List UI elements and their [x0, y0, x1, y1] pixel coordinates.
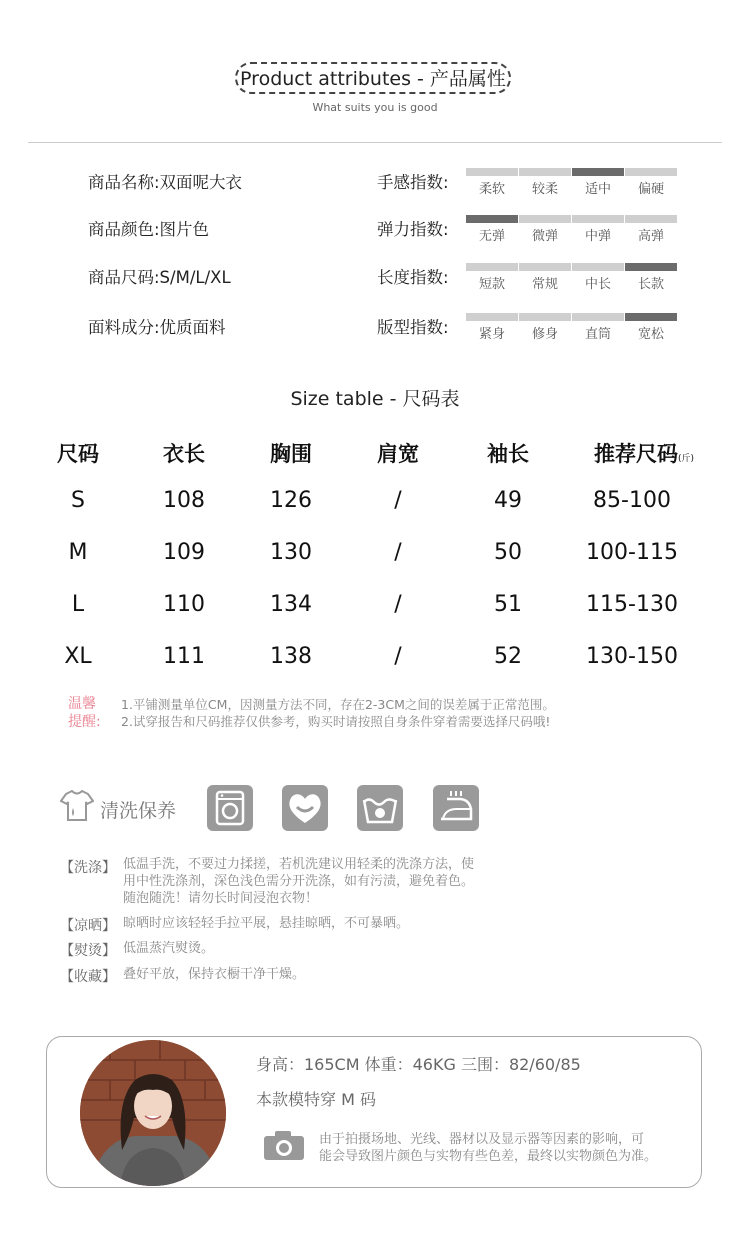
- size-table-cell: 134: [270, 592, 312, 617]
- index-option-label: 高弹: [637, 229, 664, 244]
- index-label-feel: 手感指数:: [377, 173, 449, 192]
- index-option-label: 短款: [478, 277, 505, 292]
- size-table-cell: 110: [163, 592, 205, 617]
- care-tag-wash: 【洗涤】: [60, 860, 116, 876]
- index-segment: [625, 263, 677, 271]
- size-table-cell: 126: [270, 488, 312, 513]
- index-label-fit: 版型指数:: [377, 318, 449, 337]
- size-table-header-text: 推荐尺码: [593, 442, 678, 466]
- tshirt-icon: [60, 790, 94, 826]
- wash-basin-icon: [357, 785, 403, 831]
- size-table-header: [134, 438, 234, 468]
- size-table-cell: 50: [494, 540, 522, 565]
- size-table-header-text: 袖长: [487, 442, 529, 466]
- reminder-tag-2: 提醒:: [68, 714, 101, 730]
- care-text-dry: 晾晒时应该轻轻手拉平展，悬挂晾晒，不可暴晒。: [123, 916, 410, 931]
- size-table-header: [458, 438, 558, 468]
- index-segment: [625, 168, 677, 176]
- care-tag-iron: 【熨烫】: [60, 943, 116, 959]
- header-subtitle: What suits you is good: [312, 101, 438, 114]
- index-option-label: 长款: [637, 277, 664, 292]
- hand-wash-icon: [282, 785, 328, 831]
- index-segment: [519, 313, 571, 321]
- header-title: Product attributes - 产品属性: [240, 68, 506, 90]
- index-segment: [572, 263, 624, 271]
- index-segment: [466, 168, 518, 176]
- size-table-header-text: 衣长: [163, 442, 205, 466]
- header-title-pill: [235, 62, 511, 94]
- size-table-cell: 100-115: [586, 540, 678, 565]
- index-option-label: 无弹: [478, 229, 505, 244]
- size-table-header-text: 尺码: [57, 442, 99, 466]
- size-table-header: [241, 438, 341, 468]
- header-divider: [28, 142, 722, 143]
- index-option-label: 微弹: [531, 229, 558, 244]
- model-stats: 身高：165CM 体重：46KG 三围：82/60/85: [256, 1055, 581, 1074]
- washing-machine-icon: [207, 785, 253, 831]
- size-table-cell: 130: [270, 540, 312, 565]
- care-text-wash-1: 低温手洗，不要过力揉搓，若机洗建议用轻柔的洗涤方法，使: [123, 857, 475, 872]
- size-table-cell: XL: [64, 644, 92, 669]
- reminder-line-2: 2.试穿报告和尺码推荐仅供参考，购买时请按照自身条件穿着需要选择尺码哦!: [121, 714, 551, 729]
- camera-icon: [262, 1128, 306, 1166]
- care-tag-store: 【收藏】: [60, 969, 116, 985]
- size-table-cell: L: [71, 592, 85, 617]
- index-option-label: 修身: [531, 327, 558, 342]
- iron-icon: [433, 785, 479, 831]
- index-option-label: 紧身: [478, 327, 505, 342]
- size-table-header: [574, 438, 714, 468]
- size-table-cell: 109: [163, 540, 205, 565]
- care-title: 清洗保养: [100, 800, 177, 822]
- index-segment: [625, 313, 677, 321]
- index-option-label: 宽松: [637, 327, 664, 342]
- index-option-label: 直筒: [584, 327, 611, 342]
- size-table-header: [28, 438, 128, 468]
- index-segment: [519, 168, 571, 176]
- care-tag-dry: 【凉晒】: [60, 918, 116, 934]
- color-note-line-2: 能会导致图片颜色与实物有些色差，最终以实物颜色为准。: [319, 1149, 658, 1164]
- index-option-label: 中弹: [584, 229, 611, 244]
- index-option-label: 常规: [531, 277, 558, 292]
- index-segment: [572, 168, 624, 176]
- size-table-header-text: 肩宽: [377, 442, 419, 466]
- size-table-cell: 52: [494, 644, 522, 669]
- model-size-worn: 本款模特穿 M 码: [256, 1090, 376, 1109]
- care-text-wash-3: 随泡随洗！请勿长时间浸泡衣物！: [123, 891, 319, 906]
- care-text-wash-2: 用中性洗涤剂，深色浅色需分开洗涤，如有污渍，避免着色。: [123, 874, 475, 889]
- index-label-length: 长度指数:: [377, 268, 449, 287]
- model-photo: [80, 1040, 226, 1186]
- size-table-cell: /: [394, 592, 402, 617]
- size-table-cell: /: [394, 488, 402, 513]
- index-segment: [519, 263, 571, 271]
- size-table-cell: 108: [163, 488, 205, 513]
- size-table-cell: /: [394, 540, 402, 565]
- index-segment: [625, 215, 677, 223]
- size-table-unit: (斤): [677, 454, 695, 464]
- size-table-cell: 51: [494, 592, 522, 617]
- index-segment: [519, 215, 571, 223]
- index-segment: [466, 313, 518, 321]
- care-text-iron: 低温蒸汽熨烫。: [123, 941, 215, 956]
- index-segment: [466, 263, 518, 271]
- index-label-elastic: 弹力指数:: [377, 220, 449, 239]
- index-option-label: 中长: [584, 277, 611, 292]
- size-table-cell: 115-130: [586, 592, 678, 617]
- size-table-cell: 130-150: [586, 644, 678, 669]
- index-segment: [466, 215, 518, 223]
- size-table-cell: /: [394, 644, 402, 669]
- color-note-line-1: 由于拍摄场地、光线、器材以及显示器等因素的影响，可: [319, 1132, 645, 1147]
- attr-name: 商品名称:双面呢大衣: [88, 173, 243, 192]
- attr-color: 商品颜色:图片色: [88, 220, 210, 239]
- size-table-cell: 85-100: [593, 488, 671, 513]
- care-text-store: 叠好平放，保持衣橱干净干燥。: [123, 967, 306, 982]
- size-table-header-text: 胸围: [270, 442, 312, 466]
- index-option-label: 柔软: [478, 182, 505, 197]
- size-table-cell: M: [68, 540, 88, 565]
- size-table-header: [348, 438, 448, 468]
- index-option-label: 适中: [584, 182, 611, 197]
- size-table-cell: S: [71, 488, 85, 513]
- attr-size: 商品尺码:S/M/L/XL: [88, 268, 231, 287]
- reminder-line-1: 1.平铺测量单位CM，因测量方法不同，存在2-3CM之间的误差属于正常范围。: [121, 697, 555, 712]
- size-table-cell: 138: [270, 644, 312, 669]
- index-segment: [572, 313, 624, 321]
- index-segment: [572, 215, 624, 223]
- size-table-cell: 49: [494, 488, 522, 513]
- index-option-label: 较柔: [531, 182, 558, 197]
- size-table-title: Size table - 尺码表: [290, 388, 460, 410]
- attr-fabric: 面料成分:优质面料: [88, 318, 226, 337]
- reminder-tag: 温馨: [68, 696, 96, 712]
- size-table-cell: 111: [163, 644, 205, 669]
- index-option-label: 偏硬: [637, 182, 664, 197]
